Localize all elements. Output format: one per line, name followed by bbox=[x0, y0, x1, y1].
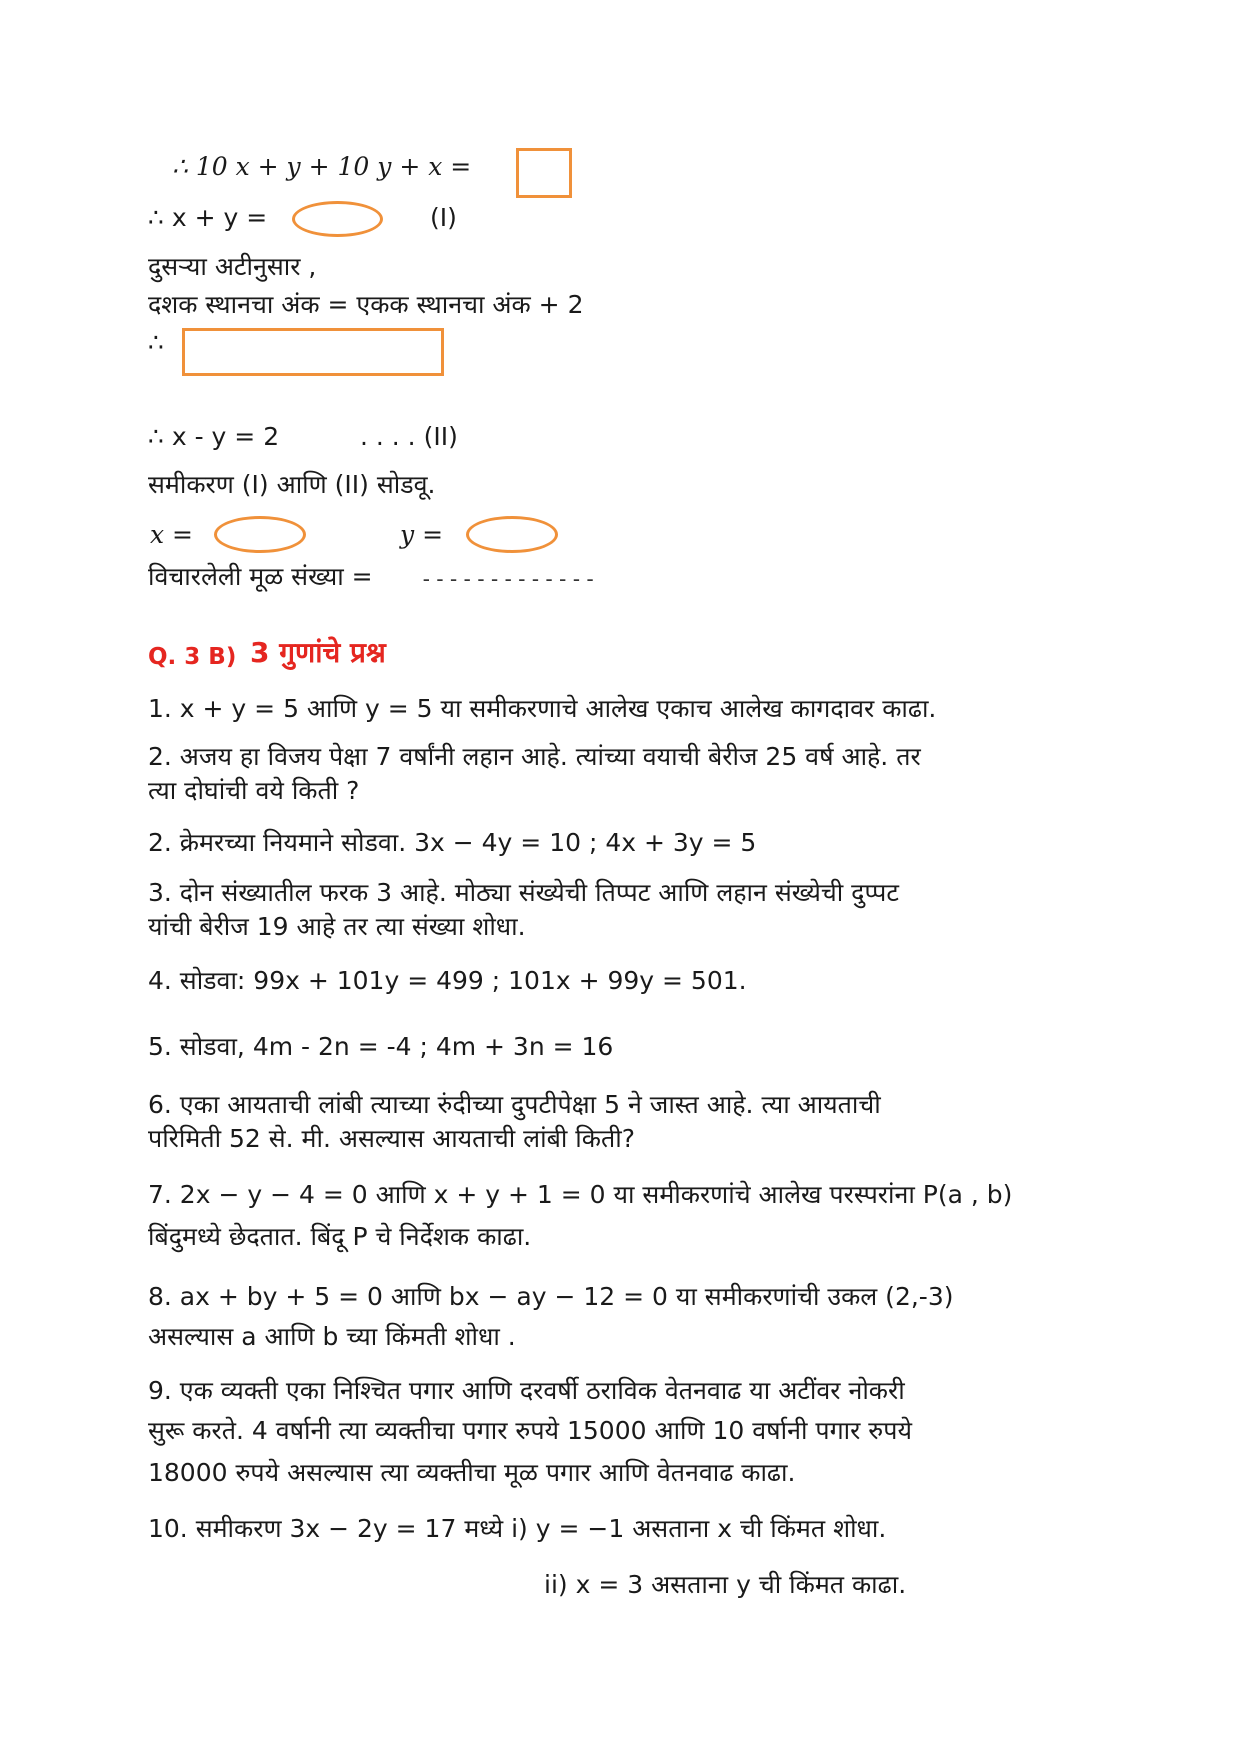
y-value-label: y = bbox=[400, 520, 444, 549]
question-4: 4. सोडवा: 99x + 101y = 499 ; 101x + 99y = 501. bbox=[148, 966, 747, 995]
section-label: Q. 3 B) bbox=[148, 644, 237, 670]
question-6-line1: 6. एका आयताची लांबी त्याच्या रुंदीच्या दुपटीपेक्षा 5 ने जास्त आहे. त्या आयताची bbox=[148, 1090, 881, 1119]
answer-oval-x[interactable] bbox=[214, 516, 306, 553]
question-8-line1: 8. ax + by + 5 = 0 आणि bx − ay − 12 = 0 या समीकरणांची उकल (2,-3) bbox=[148, 1282, 954, 1311]
equation-x-plus-y: ∴ x + y = bbox=[148, 203, 268, 232]
original-number-blank: ------------- bbox=[420, 567, 598, 591]
answer-oval-x-plus-y[interactable] bbox=[292, 201, 383, 237]
question-7-line1: 7. 2x − y − 4 = 0 आणि x + y + 1 = 0 या समीकरणांचे आलेख परस्परांना P(a , b) bbox=[148, 1180, 1013, 1209]
answer-box-sum[interactable] bbox=[516, 148, 572, 198]
question-9-line3: 18000 रुपये असल्यास त्या व्यक्तीचा मूळ पगार आणि वेतनवाढ काढा. bbox=[148, 1458, 796, 1487]
original-number-label: विचारलेली मूळ संख्या = bbox=[148, 562, 373, 591]
question-9-line2: सुरू करते. 4 वर्षानी त्या व्यक्तीचा पगार रुपये 15000 आणि 10 वर्षानी पगार रुपये bbox=[148, 1416, 912, 1445]
question-7-line2: बिंदुमध्ये छेदतात. बिंदू P चे निर्देशक काढा. bbox=[148, 1222, 532, 1251]
question-8-line2: असल्यास a आणि b च्या किंमती शोधा . bbox=[148, 1322, 516, 1351]
question-9-line1: 9. एक व्यक्ती एका निश्चित पगार आणि दरवर्षी ठराविक वेतनवाढ या अटींवर नोकरी bbox=[148, 1376, 905, 1405]
answer-oval-y[interactable] bbox=[466, 516, 558, 553]
question-6-line2: परिमिती 52 से. मी. असल्यास आयताची लांबी किती? bbox=[148, 1124, 635, 1153]
equation-tag-I: (I) bbox=[430, 203, 457, 232]
section-title: 3 गुणांचे प्रश्न bbox=[250, 636, 386, 669]
question-3-line1: 3. दोन संख्यातील फरक 3 आहे. मोठ्या संख्येची तिप्पट आणि लहान संख्येची दुप्पट bbox=[148, 878, 899, 907]
question-10-line1: 10. समीकरण 3x − 2y = 17 मध्ये i) y = −1 असताना x ची किंमत शोधा. bbox=[148, 1514, 887, 1543]
question-2a-line2: त्या दोघांची वये किती ? bbox=[148, 776, 360, 805]
question-1: 1. x + y = 5 आणि y = 5 या समीकरणाचे आलेख एकाच आलेख कागदावर काढा. bbox=[148, 694, 937, 723]
second-condition-text: दशक स्थानचा अंक = एकक स्थानचा अंक + 2 bbox=[148, 290, 584, 319]
equation-tag-II: . . . . (II) bbox=[360, 422, 458, 451]
therefore-symbol: ∴ bbox=[148, 328, 164, 357]
equation-x-minus-y: ∴ x - y = 2 bbox=[148, 422, 280, 451]
solve-equations-text: समीकरण (I) आणि (II) सोडवू. bbox=[148, 470, 436, 499]
question-3-line2: यांची बेरीज 19 आहे तर त्या संख्या शोधा. bbox=[148, 912, 526, 941]
answer-box-condition[interactable] bbox=[182, 328, 444, 376]
question-2a-line1: 2. अजय हा विजय पेक्षा 7 वर्षांनी लहान आहे. त्यांच्या वयाची बेरीज 25 वर्ष आहे. तर bbox=[148, 742, 921, 771]
second-condition-intro: दुसऱ्या अटीनुसार , bbox=[148, 252, 317, 281]
equation-sum: ∴ 10 x + y + 10 y + x = bbox=[172, 152, 472, 181]
x-value-label: x = bbox=[150, 520, 193, 549]
question-10-line2: ii) x = 3 असताना y ची किंमत काढा. bbox=[544, 1570, 907, 1599]
question-5: 5. सोडवा, 4m - 2n = -4 ; 4m + 3n = 16 bbox=[148, 1032, 614, 1061]
question-2b: 2. क्रेमरच्या नियमाने सोडवा. 3x − 4y = 10 ; 4x + 3y = 5 bbox=[148, 828, 757, 857]
